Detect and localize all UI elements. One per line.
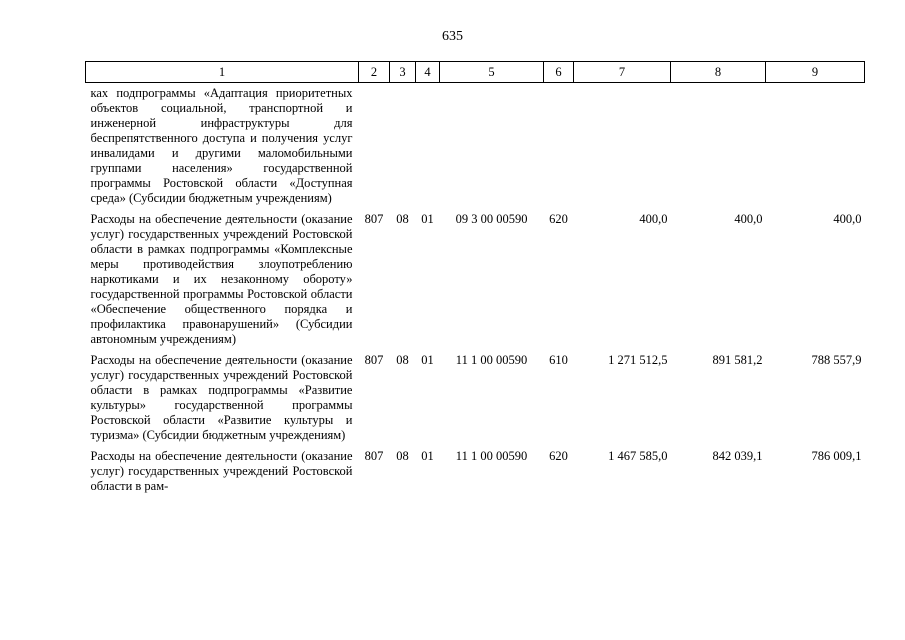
amount-year-3 [766,83,865,210]
row-description: Расходы на обеспечение деятельности (оказание услуг) государственных учреждений Ростовской области в рамках подпрограммы «Комплексные меры противодействия злоупотреблению наркотиками и их незаконному обороту» государственной программы Ростовской области «Обеспечение общественного порядка и профилактика правонарушений» (Субсидии автономным учреждениям) [90,212,353,346]
ministry-code: 807 [364,449,384,463]
section-code: 08 [396,212,409,226]
target-article-code [440,83,544,210]
budget-table [85,61,865,497]
ministry-code: 807 [364,353,384,367]
amount-year-3: 786 009,1 [811,449,862,463]
amount-year-2: 891 581,2 [712,353,763,367]
amount-year-3: 400,0 [833,212,862,226]
amount-year-1: 1 271 512,5 [608,353,668,367]
column-header: 6 [544,62,574,83]
target-article-code: 11 1 00 00590 [455,449,528,463]
column-header: 8 [671,62,766,83]
page-number: 635 [442,29,463,44]
ministry-code [359,83,390,210]
column-header: 3 [390,62,416,83]
column-header: 9 [766,62,865,83]
column-header: 5 [440,62,544,83]
amount-year-3: 788 557,9 [811,353,862,367]
subsection-code: 01 [421,449,434,463]
table-row [86,446,865,497]
ministry-code: 807 [364,212,384,226]
row-description: Расходы на обеспечение деятельности (оказание услуг) государственных учреждений Ростовской области в рам- [90,449,353,493]
subsection-code [416,83,440,210]
table-row [86,209,865,350]
amount-year-1 [574,83,671,210]
section-code: 08 [396,353,409,367]
amount-year-1: 1 467 585,0 [608,449,668,463]
section-code [390,83,416,210]
column-header: 1 [86,62,359,83]
target-article-code: 11 1 00 00590 [455,353,528,367]
expense-type-code: 610 [549,353,568,367]
table-row [86,83,865,210]
row-description: ках подпрограммы «Адаптация приоритетных объектов социальной, транспортной и инженерной инфраструктуры для беспрепятственного доступа и получения услуг инвалидами и другими маломобильными группами населения» государственной программы Ростовской области «Доступная среда» (Субсидии бюджетным учреждениям) [90,86,353,205]
section-code: 08 [396,449,409,463]
column-header: 4 [416,62,440,83]
expense-type-code: 620 [549,449,568,463]
table-row [86,350,865,446]
expense-type-code [544,83,574,210]
target-article-code: 09 3 00 00590 [455,212,528,226]
subsection-code: 01 [421,353,434,367]
row-description: Расходы на обеспечение деятельности (оказание услуг) государственных учреждений Ростовской области в рамках подпрограммы «Развитие культуры» государственной программы Ростовской области «Развитие культуры и туризма» (Субсидии бюджетным учреждениям) [90,353,353,442]
amount-year-2 [671,83,766,210]
table-header-row [86,62,865,83]
amount-year-1: 400,0 [639,212,668,226]
column-header: 2 [359,62,390,83]
amount-year-2: 400,0 [734,212,763,226]
column-header: 7 [574,62,671,83]
subsection-code: 01 [421,212,434,226]
expense-type-code: 620 [549,212,568,226]
amount-year-2: 842 039,1 [712,449,763,463]
